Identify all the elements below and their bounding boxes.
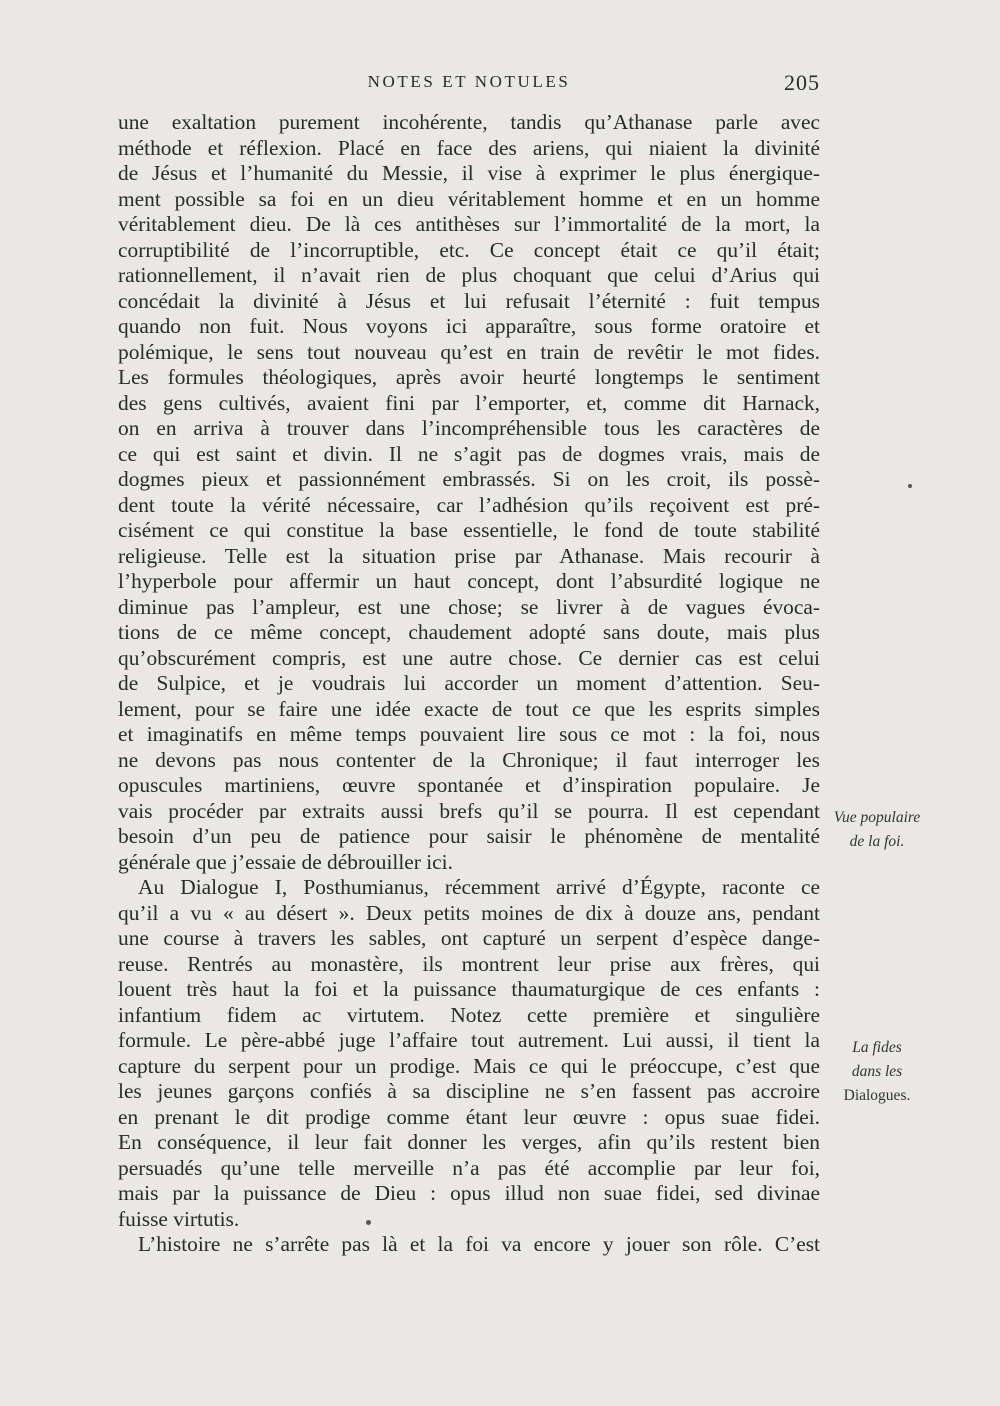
text-line: et imaginatifs en même temps pouvaient lire sous ce mot : la foi, nous <box>118 722 820 746</box>
text-line: infantium fidem ac virtutem. Notez cette première et singulière <box>118 1002 820 1027</box>
text-line: capture du serpent pour un prodige. Mais ce qui le préoccupe, c’est que <box>118 1053 820 1078</box>
text-line: opuscules martiniens, œuvre spontanée et d’inspiration populaire. Je <box>118 773 820 797</box>
text-line: qu’il a vu « au désert ». Deux petits moines de dix à douze ans, pendant <box>118 900 820 925</box>
margin-note-line: La fides <box>852 1039 902 1056</box>
text-line: cisément ce qui constitue la base essentielle, le fond de toute stabilité <box>118 518 820 542</box>
text-line: mais par la puissance de Dieu : opus illud non suae fidei, sed divinae <box>118 1181 820 1205</box>
text-line: concédait la divinité à Jésus et lui refusait l’éternité : fuit tempus <box>118 288 820 313</box>
text-line: lement, pour se faire une idée exacte de tout ce que les esprits simples <box>118 696 820 721</box>
text-line: polémique, le sens tout nouveau qu’est en train de revêtir le mot fides. <box>118 339 820 364</box>
margin-note-line: de la foi. <box>849 833 905 850</box>
text-line: qu’obscurément compris, est une autre chose. Ce dernier cas est celui <box>118 645 820 670</box>
text-line: dent toute la vérité nécessaire, car l’adhésion qu’ils reçoivent est pré- <box>118 492 820 517</box>
page-header <box>118 72 820 102</box>
paper-speck <box>366 1220 371 1225</box>
body-text <box>118 110 820 1258</box>
margin-note-line: Dialogues. <box>843 1087 911 1104</box>
text-line: véritablement dieu. De là ces antithèses sur l’immortalité de la mort, la <box>118 212 820 236</box>
text-line: l’hyperbole pour affermir un haut concept, dont l’absurdité logique ne <box>118 569 820 593</box>
text-line: les jeunes garçons confiés à sa discipline ne s’en fassent pas accroire <box>118 1079 820 1103</box>
text-line: ne devons pas nous contenter de la Chronique; il faut interroger les <box>118 747 820 772</box>
text-line: formule. Le père-abbé juge l’affaire tout autrement. Lui aussi, il tient la <box>118 1028 820 1052</box>
text-line: dogmes pieux et passionnément embrassés. Si on les croit, ils possè- <box>118 467 820 491</box>
paper-speck <box>908 484 912 488</box>
text-line: une exaltation purement incohérente, tandis qu’Athanase parle avec <box>118 110 820 134</box>
text-line: diminue pas l’ampleur, est une chose; se livrer à de vagues évoca- <box>118 594 820 619</box>
text-line: religieuse. Telle est la situation prise par Athanase. Mais recourir à <box>118 543 820 568</box>
margin-note-fides-dialogues <box>822 1036 932 1108</box>
text-line: de Jésus et l’humanité du Messie, il vise à exprimer le plus énergique- <box>118 161 820 185</box>
text-line: Au Dialogue I, Posthumianus, récemment arrivé d’Égypte, raconte ce <box>138 875 820 899</box>
margin-note-vue-populaire <box>822 806 932 854</box>
text-line: ce qui est saint et divin. Il ne s’agit pas de dogmes vrais, mais de <box>118 441 820 466</box>
margin-note-line: dans les <box>851 1063 903 1080</box>
running-title: NOTES ET NOTULES <box>367 72 571 91</box>
text-line: En conséquence, il leur fait donner les verges, afin qu’ils restent bien <box>118 1130 820 1154</box>
text-line: on en arriva à trouver dans l’incompréhensible tous les caractères de <box>118 416 820 440</box>
text-line: rationnellement, il n’avait rien de plus choquant que celui d’Arius qui <box>118 263 820 287</box>
text-line: de Sulpice, et je voudrais lui accorder un moment d’attention. Seu- <box>118 671 820 695</box>
text-line: méthode et réflexion. Placé en face des ariens, qui niaient la divinité <box>118 135 820 160</box>
text-line: L’histoire ne s’arrête pas là et la foi va encore y jouer son rôle. C’est <box>138 1232 820 1256</box>
text-line: persuadés qu’une telle merveille n’a pas été accomplie par leur foi, <box>118 1155 820 1180</box>
text-line: ment possible sa foi en un dieu véritablement homme et en un homme <box>118 186 820 211</box>
text-line: reuse. Rentrés au monastère, ils montrent leur prise aux frères, qui <box>118 951 820 976</box>
text-line: fuisse virtutis. <box>118 1206 240 1231</box>
text-line: Les formules théologiques, après avoir heurté longtemps le sentiment <box>118 365 820 389</box>
text-line: quando non fuit. Nous voyons ici apparaître, sous forme oratoire et <box>118 314 820 338</box>
margin-note-line: Vue populaire <box>833 809 921 826</box>
text-line: vais procéder par extraits aussi brefs qu’il se pourra. Il est cependant <box>118 798 820 823</box>
text-line: générale que j’essaie de débrouiller ici. <box>118 849 453 874</box>
text-line: tions de ce même concept, chaudement adopté sans doute, mais plus <box>118 620 820 644</box>
text-line: corruptibilité de l’incorruptible, etc. Ce concept était ce qu’il était; <box>118 237 820 262</box>
text-line: des gens cultivés, avaient fini par l’emporter, et, comme dit Harnack, <box>118 390 820 415</box>
page-number: 205 <box>784 70 820 95</box>
text-line: besoin d’un peu de patience pour saisir le phénomène de mentalité <box>118 824 820 848</box>
text-line: une course à travers les sables, ont capturé un serpent d’espèce dange- <box>118 926 820 950</box>
text-line: louent très haut la foi et la puissance thaumaturgique de ces enfants : <box>118 977 820 1001</box>
text-line: en prenant le dit prodige comme étant leur œuvre : opus suae fidei. <box>118 1104 820 1129</box>
